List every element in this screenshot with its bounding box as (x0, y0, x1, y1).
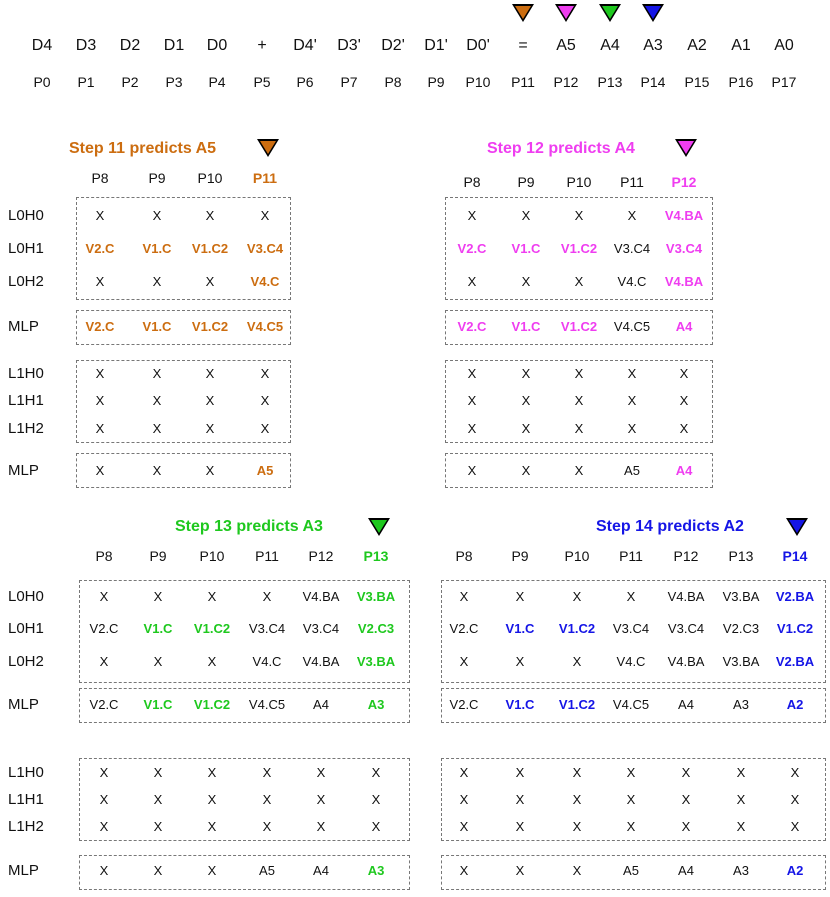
panel-2-l0-row-2-cell: X (207, 654, 217, 669)
panel-3-mlp0-cell: A2 (786, 697, 804, 712)
token-11: = (518, 37, 528, 54)
panel-2-l0-row-1-cell: V3.C4 (248, 621, 286, 636)
panel-0-l1-row-1-cell: X (95, 393, 105, 408)
panel-2-l0-row-2-cell: V4.C (252, 654, 282, 669)
panel-1-column-header: P11 (620, 174, 644, 190)
panel-2-l1-row-1-cell: X (99, 792, 109, 807)
panel-1-l0-row-0-cell: X (467, 208, 477, 223)
position-label-8: P8 (384, 74, 402, 90)
position-label-4: P4 (208, 74, 226, 90)
panel-1-mlp1-cell: A5 (624, 463, 640, 478)
panel-3-l1-row-0-cell: X (790, 765, 800, 780)
token-17: A0 (774, 37, 794, 54)
panel-3-l0-row-2-cell: X (459, 654, 469, 669)
panel-2-mlp0-cell: V1.C2 (193, 697, 231, 712)
panel-1-l0-row-1-cell: V2.C (457, 241, 487, 256)
panel-2-l1-row-2-cell: X (371, 819, 381, 834)
panel-0-l0-row-1-label: L0H1 (8, 240, 44, 257)
position-label-9: P9 (427, 74, 445, 90)
panel-1-l0-row-1-cell: V1.C2 (560, 241, 598, 256)
panel-1-title: Step 12 predicts A4 (487, 140, 635, 157)
panel-2-l1-row-2-cell: X (207, 819, 217, 834)
prediction-marker-orange-icon (512, 4, 534, 22)
panel-2-l1-row-1-cell: X (316, 792, 326, 807)
panel-3-l0-row-2-cell: V4.BA (667, 654, 705, 669)
position-label-12: P12 (553, 74, 579, 90)
panel-3-title: Step 14 predicts A2 (596, 518, 744, 535)
panel-1-mlp0-cell: V1.C (511, 319, 541, 334)
token-15: A2 (687, 37, 707, 54)
panel-0-column-header: P11 (252, 170, 278, 186)
panel-0-l0-row-2-cell: V4.C (250, 274, 280, 289)
position-label-1: P1 (77, 74, 95, 90)
panel-1-l0-row-0-cell: X (574, 208, 584, 223)
panel-3-l1-row-1-cell: X (572, 792, 582, 807)
panel-1-column-header: P12 (671, 174, 697, 190)
panel-0-l0-row-1-cell: V1.C2 (191, 241, 229, 256)
panel-2-column-header: P9 (149, 548, 167, 564)
panel-1-l1-row-0-cell: X (467, 366, 477, 381)
panel-0-mlp0-cell: V1.C2 (191, 319, 229, 334)
panel-3-l0-row-1-cell: V2.C3 (722, 621, 760, 636)
panel-2-mlp1-cell: X (99, 863, 109, 878)
panel-1-l0-row-2-cell: X (521, 274, 531, 289)
panel-2-l0-row-0-cell: V4.BA (302, 589, 340, 604)
panel-1-l1-row-2-cell: X (467, 421, 477, 436)
panel-3-mlp1-cell: A4 (678, 863, 694, 878)
panel-2-mlp1-box (79, 855, 410, 890)
panel-3-l0-row-1-cell: V3.C4 (612, 621, 650, 636)
panel-2-l1-row-0-label: L1H0 (8, 764, 44, 781)
panel-2-title: Step 13 predicts A3 (175, 518, 323, 535)
panel-1-l0-row-2-cell: X (467, 274, 477, 289)
panel-1-l0-row-0-cell: X (521, 208, 531, 223)
panel-3-l0-row-0-cell: V2.BA (775, 589, 815, 604)
position-label-3: P3 (165, 74, 183, 90)
panel-0-l1-row-0-cell: X (152, 366, 162, 381)
panel-0-l0-row-0-label: L0H0 (8, 207, 44, 224)
panel-3-l1-row-1-cell: X (736, 792, 746, 807)
panel-0-l0-row-0-cell: X (205, 208, 215, 223)
token-12: A5 (556, 37, 576, 54)
panel-3-l1-row-1-cell: X (626, 792, 636, 807)
panel-0-l1-row-0-label: L1H0 (8, 365, 44, 382)
panel-1-l1-row-1-cell: X (679, 393, 689, 408)
panel-2-l0-row-0-cell: X (207, 589, 217, 604)
panel-3-l1-row-2-cell: X (572, 819, 582, 834)
panel-1-l1-row-1-cell: X (521, 393, 531, 408)
token-0: D4 (31, 37, 53, 54)
position-label-2: P2 (121, 74, 139, 90)
panel-3-mlp1-cell: A2 (786, 863, 804, 878)
panel-3-l1-row-1-cell: X (790, 792, 800, 807)
panel-1-l0-row-2-cell: V4.BA (664, 274, 704, 289)
panel-2-l1-row-2-cell: X (99, 819, 109, 834)
panel-3-l1-row-1-cell: X (459, 792, 469, 807)
panel-2-l1-row-0-cell: X (207, 765, 217, 780)
panel-2-column-header: P10 (199, 548, 225, 564)
panel-3-mlp1-cell: X (515, 863, 525, 878)
panel-2-l1-row-1-cell: X (207, 792, 217, 807)
panel-1-mlp1-cell: X (521, 463, 531, 478)
panel-3-column-header: P8 (455, 548, 473, 564)
panel-2-l0-row-1-label: L0H1 (8, 620, 44, 637)
panel-3-l0-row-1-cell: V1.C (505, 621, 535, 636)
panel-2-mlp0-label: MLP (8, 696, 39, 713)
position-label-5: P5 (253, 74, 271, 90)
panel-3-l1-row-0-cell: X (736, 765, 746, 780)
panel-1-mlp1-cell: X (467, 463, 477, 478)
panel-2-mlp1-cell: A4 (313, 863, 329, 878)
panel-3-l0-row-2-cell: V4.C (616, 654, 646, 669)
panel-2-l0-row-2-cell: X (99, 654, 109, 669)
panel-0-mlp1-label: MLP (8, 462, 39, 479)
panel-0-l0-row-1-cell: V2.C (85, 241, 115, 256)
panel-0-mlp0-cell: V2.C (85, 319, 115, 334)
panel-0-l1-row-1-cell: X (152, 393, 162, 408)
panel-2-l0-row-0-label: L0H0 (8, 588, 44, 605)
panel-3-column-header: P13 (728, 548, 754, 564)
panel-0-layer1-box (76, 360, 291, 443)
panel-1-l0-row-1-cell: V3.C4 (665, 241, 703, 256)
token-5: + (257, 37, 267, 54)
panel-1-l1-row-1-cell: X (574, 393, 584, 408)
panel-3-l0-row-2-cell: X (515, 654, 525, 669)
panel-3-l0-row-1-cell: V2.C (449, 621, 479, 636)
panel-0-l1-row-2-cell: X (152, 421, 162, 436)
prediction-marker-blue-icon (642, 4, 664, 22)
panel-0-l1-row-0-cell: X (205, 366, 215, 381)
panel-2-l1-row-0-cell: X (371, 765, 381, 780)
panel-0-l1-row-2-cell: X (260, 421, 270, 436)
panel-3-l0-row-0-cell: X (626, 589, 636, 604)
panel-0-l0-row-0-cell: X (260, 208, 270, 223)
panel-0-l0-row-0-cell: X (152, 208, 162, 223)
panel-2-l1-row-0-cell: X (153, 765, 163, 780)
panel-2-mlp0-cell: V4.C5 (248, 697, 286, 712)
panel-3-l0-row-1-cell: V1.C2 (776, 621, 814, 636)
panel-3-l1-row-0-cell: X (459, 765, 469, 780)
panel-2-l0-row-2-cell: V3.BA (356, 654, 396, 669)
panel-3-l1-row-0-cell: X (572, 765, 582, 780)
token-6: D4' (293, 37, 317, 54)
position-label-0: P0 (33, 74, 51, 90)
panel-0-mlp1-cell: X (205, 463, 215, 478)
panel-2-marker-icon (368, 518, 390, 536)
panel-2-l1-row-2-cell: X (153, 819, 163, 834)
panel-2-l0-row-2-label: L0H2 (8, 653, 44, 670)
panel-2-l0-row-0-cell: V3.BA (356, 589, 396, 604)
panel-1-mlp0-cell: A4 (675, 319, 693, 334)
panel-2-l0-row-0-cell: X (99, 589, 109, 604)
panel-1-mlp1-cell: X (574, 463, 584, 478)
panel-3-mlp1-cell: A3 (733, 863, 749, 878)
panel-1-column-header: P8 (463, 174, 481, 190)
panel-0-mlp0-cell: V1.C (142, 319, 172, 334)
panel-3-mlp0-cell: A4 (678, 697, 694, 712)
panel-2-l0-row-0-cell: X (262, 589, 272, 604)
position-label-6: P6 (296, 74, 314, 90)
panel-3-column-header: P11 (619, 548, 643, 564)
panel-2-l1-row-2-label: L1H2 (8, 818, 44, 835)
panel-1-marker-icon (675, 139, 697, 157)
panel-2-l1-row-0-cell: X (99, 765, 109, 780)
token-4: D0 (206, 37, 228, 54)
panel-0-mlp0-label: MLP (8, 318, 39, 335)
panel-1-l1-row-2-cell: X (627, 421, 637, 436)
panel-2-mlp1-label: MLP (8, 862, 39, 879)
panel-0-mlp1-cell: A5 (256, 463, 274, 478)
prediction-marker-green-icon (599, 4, 621, 22)
panel-1-l1-row-2-cell: X (679, 421, 689, 436)
panel-2-l0-row-1-cell: V3.C4 (302, 621, 340, 636)
panel-2-l1-row-1-cell: X (153, 792, 163, 807)
panel-2-mlp1-cell: A5 (259, 863, 275, 878)
panel-3-marker-icon (786, 518, 808, 536)
panel-1-l1-row-1-cell: X (467, 393, 477, 408)
panel-0-l0-row-1-cell: V3.C4 (246, 241, 284, 256)
panel-3-l0-row-2-cell: V3.BA (722, 654, 760, 669)
panel-3-l1-row-2-cell: X (790, 819, 800, 834)
panel-0-l0-row-1-cell: V1.C (142, 241, 172, 256)
panel-3-column-header: P12 (673, 548, 699, 564)
panel-0-mlp1-cell: X (152, 463, 162, 478)
panel-2-l0-row-0-cell: X (153, 589, 163, 604)
panel-2-l1-row-2-cell: X (316, 819, 326, 834)
panel-0-mlp0-cell: V4.C5 (246, 319, 284, 334)
position-label-15: P15 (684, 74, 710, 90)
panel-2-l0-row-2-cell: X (153, 654, 163, 669)
position-label-13: P13 (597, 74, 623, 90)
token-8: D2' (381, 37, 405, 54)
panel-2-l0-row-1-cell: V1.C2 (193, 621, 231, 636)
panel-0-l1-row-1-cell: X (205, 393, 215, 408)
panel-3-l0-row-1-cell: V1.C2 (558, 621, 596, 636)
position-label-10: P10 (465, 74, 491, 90)
panel-3-l1-row-0-cell: X (515, 765, 525, 780)
panel-3-mlp0-cell: V1.C (505, 697, 535, 712)
token-3: D1 (163, 37, 185, 54)
panel-3-l0-row-0-cell: X (459, 589, 469, 604)
panel-0-l1-row-1-cell: X (260, 393, 270, 408)
panel-1-l1-row-0-cell: X (574, 366, 584, 381)
panel-3-l0-row-2-cell: X (572, 654, 582, 669)
panel-1-l1-row-2-cell: X (574, 421, 584, 436)
panel-2-l1-row-1-label: L1H1 (8, 791, 44, 808)
panel-3-mlp1-cell: A5 (623, 863, 639, 878)
panel-3-l0-row-2-cell: V2.BA (775, 654, 815, 669)
panel-3-column-header: P9 (511, 548, 529, 564)
panel-2-l1-row-2-cell: X (262, 819, 272, 834)
token-9: D1' (424, 37, 448, 54)
panel-2-mlp1-cell: X (207, 863, 217, 878)
panel-2-l1-row-1-cell: X (371, 792, 381, 807)
panel-0-l1-row-0-cell: X (95, 366, 105, 381)
panel-0-l1-row-1-label: L1H1 (8, 392, 44, 409)
position-label-11: P11 (511, 74, 535, 90)
panel-3-l0-row-0-cell: X (515, 589, 525, 604)
panel-0-column-header: P8 (91, 170, 109, 186)
panel-3-l1-row-1-cell: X (515, 792, 525, 807)
panel-1-mlp1-cell: A4 (675, 463, 693, 478)
panel-0-column-header: P10 (197, 170, 223, 186)
panel-2-column-header: P8 (95, 548, 113, 564)
panel-2-l1-row-1-cell: X (262, 792, 272, 807)
panel-0-l0-row-2-cell: X (95, 274, 105, 289)
panel-0-l0-row-2-cell: X (205, 274, 215, 289)
panel-0-column-header: P9 (148, 170, 166, 186)
panel-1-l0-row-1-cell: V1.C (511, 241, 541, 256)
token-1: D3 (75, 37, 97, 54)
panel-3-l0-row-0-cell: X (572, 589, 582, 604)
panel-0-l1-row-2-label: L1H2 (8, 420, 44, 437)
panel-2-l0-row-2-cell: V4.BA (302, 654, 340, 669)
token-7: D3' (337, 37, 361, 54)
panel-1-l0-row-0-cell: X (627, 208, 637, 223)
panel-1-mlp0-cell: V4.C5 (613, 319, 651, 334)
panel-1-column-header: P9 (517, 174, 535, 190)
panel-3-l0-row-0-cell: V4.BA (667, 589, 705, 604)
panel-2-l1-row-0-cell: X (262, 765, 272, 780)
panel-3-column-header: P10 (564, 548, 590, 564)
panel-3-l1-row-1-cell: X (681, 792, 691, 807)
token-10: D0' (466, 37, 490, 54)
prediction-marker-magenta-icon (555, 4, 577, 22)
panel-1-l1-row-2-cell: X (521, 421, 531, 436)
panel-3-l1-row-2-cell: X (681, 819, 691, 834)
panel-1-mlp0-cell: V1.C2 (560, 319, 598, 334)
position-label-17: P17 (771, 74, 797, 90)
panel-1-l1-row-0-cell: X (679, 366, 689, 381)
token-13: A4 (600, 37, 620, 54)
panel-1-mlp0-cell: V2.C (457, 319, 487, 334)
panel-2-column-header: P11 (255, 548, 279, 564)
panel-1-l1-row-0-cell: X (627, 366, 637, 381)
panel-2-l0-row-1-cell: V2.C (89, 621, 119, 636)
panel-1-l0-row-2-cell: V4.C (617, 274, 647, 289)
panel-3-mlp0-cell: A3 (733, 697, 749, 712)
panel-3-l0-row-0-cell: V3.BA (722, 589, 760, 604)
panel-1-l0-row-1-cell: V3.C4 (613, 241, 651, 256)
panel-3-l1-row-0-cell: X (681, 765, 691, 780)
panel-3-l1-row-2-cell: X (736, 819, 746, 834)
panel-2-l0-row-1-cell: V1.C (143, 621, 173, 636)
token-16: A1 (731, 37, 751, 54)
panel-1-l1-row-1-cell: X (627, 393, 637, 408)
panel-0-title: Step 11 predicts A5 (69, 140, 217, 157)
panel-3-column-header: P14 (782, 548, 808, 564)
panel-2-layer1-box (79, 758, 410, 841)
token-14: A3 (643, 37, 663, 54)
panel-2-mlp1-cell: X (153, 863, 163, 878)
panel-3-mlp1-cell: X (572, 863, 582, 878)
panel-2-mlp1-cell: A3 (367, 863, 385, 878)
panel-2-l1-row-0-cell: X (316, 765, 326, 780)
panel-2-mlp0-cell: V2.C (89, 697, 119, 712)
panel-3-l0-row-1-cell: V3.C4 (667, 621, 705, 636)
position-label-7: P7 (340, 74, 358, 90)
panel-3-mlp0-cell: V1.C2 (558, 697, 596, 712)
panel-2-mlp0-box (79, 688, 410, 723)
panel-2-mlp0-cell: A3 (367, 697, 385, 712)
panel-0-l1-row-2-cell: X (205, 421, 215, 436)
panel-3-l1-row-2-cell: X (515, 819, 525, 834)
position-label-16: P16 (728, 74, 754, 90)
panel-3-l1-row-0-cell: X (626, 765, 636, 780)
panel-1-l1-row-0-cell: X (521, 366, 531, 381)
panel-1-column-header: P10 (566, 174, 592, 190)
panel-2-mlp0-cell: A4 (313, 697, 329, 712)
position-label-14: P14 (640, 74, 666, 90)
panel-2-column-header: P13 (363, 548, 389, 564)
panel-0-marker-icon (257, 139, 279, 157)
panel-3-l1-row-2-cell: X (626, 819, 636, 834)
panel-0-l0-row-2-label: L0H2 (8, 273, 44, 290)
panel-0-l1-row-2-cell: X (95, 421, 105, 436)
panel-3-mlp0-cell: V2.C (449, 697, 479, 712)
panel-0-mlp1-cell: X (95, 463, 105, 478)
panel-0-l1-row-0-cell: X (260, 366, 270, 381)
panel-3-mlp1-cell: X (459, 863, 469, 878)
panel-2-l0-row-1-cell: V2.C3 (357, 621, 395, 636)
panel-0-l0-row-0-cell: X (95, 208, 105, 223)
panel-2-mlp0-cell: V1.C (143, 697, 173, 712)
panel-1-l0-row-2-cell: X (574, 274, 584, 289)
panel-3-mlp0-cell: V4.C5 (612, 697, 650, 712)
panel-1-l0-row-0-cell: V4.BA (664, 208, 704, 223)
panel-2-column-header: P12 (308, 548, 334, 564)
token-2: D2 (119, 37, 141, 54)
panel-3-l1-row-2-cell: X (459, 819, 469, 834)
panel-0-l0-row-2-cell: X (152, 274, 162, 289)
